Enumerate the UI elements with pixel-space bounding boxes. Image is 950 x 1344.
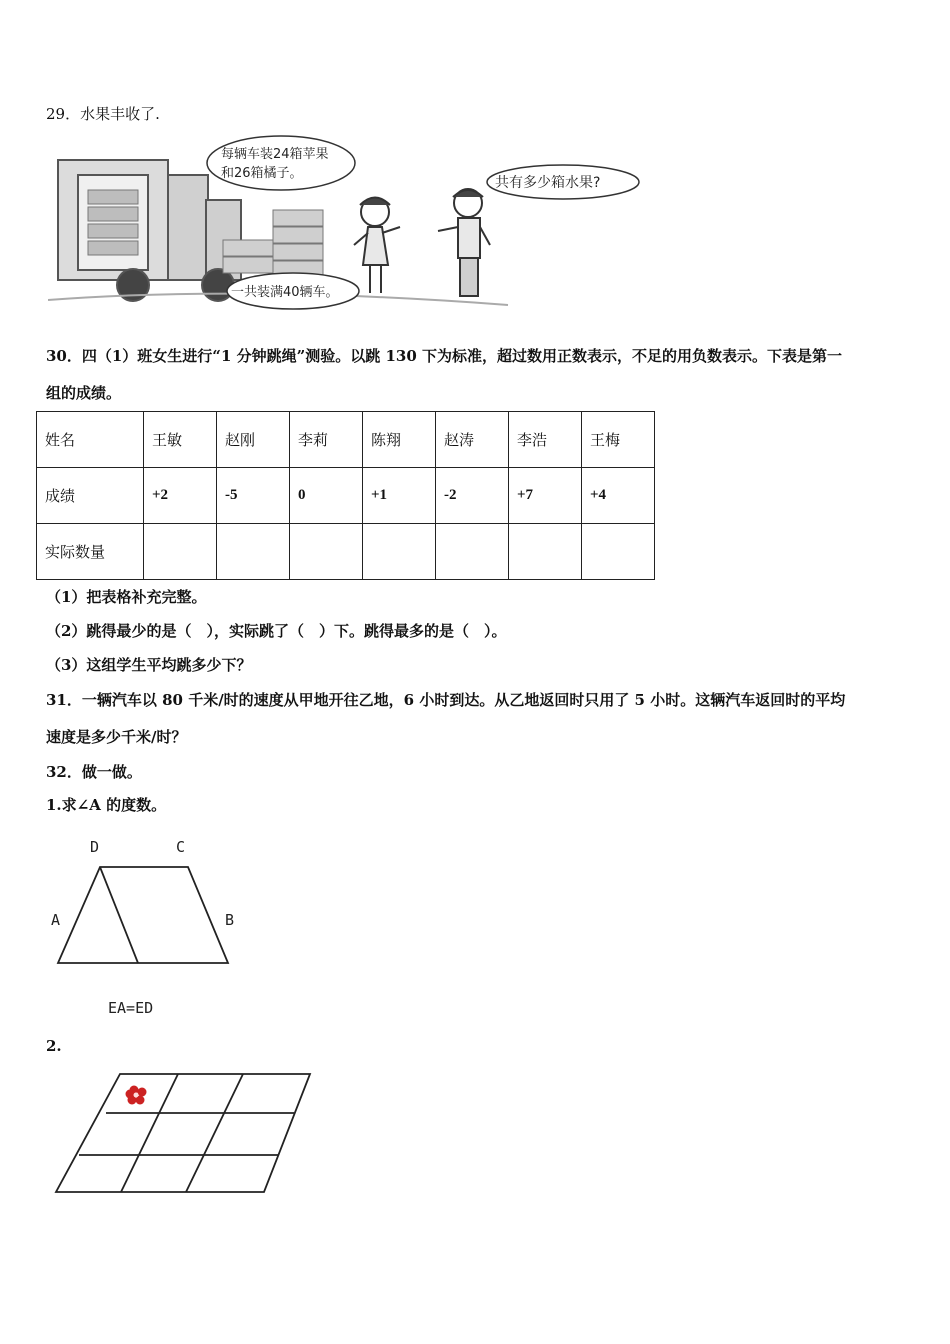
student-name: 李浩 xyxy=(509,412,582,468)
actual-cell-empty[interactable] xyxy=(436,524,509,580)
parallelogram-shape xyxy=(58,867,228,963)
student-name: 赵涛 xyxy=(436,412,509,468)
parallelogram-figure xyxy=(40,830,260,1030)
q30-line1: 30．四（1）班女生进行“1 分钟跳绳”测验。以跳 130 下为标准，超过数用正数表示，不足的用负数表示。下表是第一 xyxy=(46,347,842,365)
speech-bubble-boy xyxy=(487,165,639,199)
score-cell: -2 xyxy=(436,468,509,524)
score-table xyxy=(36,411,655,580)
table-row xyxy=(37,412,655,468)
segment-DE xyxy=(100,867,138,963)
student-name: 陈翔 xyxy=(363,412,436,468)
score-cell: +4 xyxy=(582,468,655,524)
q32-part2-label: 2. xyxy=(46,1037,62,1055)
grid-line xyxy=(186,1074,243,1192)
label-B: B xyxy=(225,911,235,929)
student-name: 王梅 xyxy=(582,412,655,468)
label-A: A xyxy=(51,911,61,929)
flower-icon xyxy=(126,1086,147,1105)
student-name: 李莉 xyxy=(290,412,363,468)
fruit-harvest-illustration xyxy=(48,135,648,320)
speech-bubble-girl xyxy=(227,273,359,309)
actual-cell-empty[interactable] xyxy=(509,524,582,580)
score-cell: +7 xyxy=(509,468,582,524)
bubble-boy-text: 共有多少箱水果? xyxy=(495,175,601,191)
score-cell: -5 xyxy=(217,468,290,524)
actual-cell-empty[interactable] xyxy=(363,524,436,580)
q30-line2: 组的成绩。 xyxy=(46,384,122,402)
bubble-truck-line2: 和26箱橘子。 xyxy=(221,166,303,181)
q32-title: 32．做一做。 xyxy=(46,763,142,781)
score-cell: 0 xyxy=(290,468,363,524)
actual-cell-empty[interactable] xyxy=(217,524,290,580)
parallelogram-grid-figure xyxy=(50,1068,320,1198)
q32-part1-label: 1.求∠A 的度数。 xyxy=(46,796,167,814)
bubble-truck-line1: 每辆车装24箱苹果 xyxy=(221,147,329,162)
q30-sub1: （1）把表格补充完整。 xyxy=(46,588,207,606)
row-label-name: 姓名 xyxy=(37,412,144,468)
score-cell: +2 xyxy=(144,468,217,524)
table-row xyxy=(37,468,655,524)
student-name: 王敏 xyxy=(144,412,217,468)
label-D: D xyxy=(90,838,100,856)
table-row xyxy=(37,524,655,580)
q30-sub3: （3）这组学生平均跳多少下？ xyxy=(46,656,252,674)
condition-text: EA=ED xyxy=(108,999,154,1017)
bubble-girl-text: 一共装满40辆车。 xyxy=(231,285,339,300)
score-cell: +1 xyxy=(363,468,436,524)
q30-sub2: （2）跳得最少的是（ ），实际跳了（ ）下。跳得最多的是（ ）。 xyxy=(46,622,507,640)
q31-line2: 速度是多少千米/时？ xyxy=(46,728,187,746)
actual-cell-empty[interactable] xyxy=(144,524,217,580)
row-label-actual: 实际数量 xyxy=(37,524,144,580)
student-name: 赵刚 xyxy=(217,412,290,468)
row-label-score: 成绩 xyxy=(37,468,144,524)
actual-cell-empty[interactable] xyxy=(582,524,655,580)
speech-bubble-truck xyxy=(207,136,355,190)
q31-line1: 31．一辆汽车以 80 千米/时的速度从甲地开往乙地，6 小时到达。从乙地返回时只用了 5 小时。这辆汽车返回时的平均 xyxy=(46,691,846,709)
q29-title: 29．水果丰收了. xyxy=(46,105,160,123)
label-C: C xyxy=(176,838,186,856)
grid-outline xyxy=(56,1074,310,1192)
actual-cell-empty[interactable] xyxy=(290,524,363,580)
